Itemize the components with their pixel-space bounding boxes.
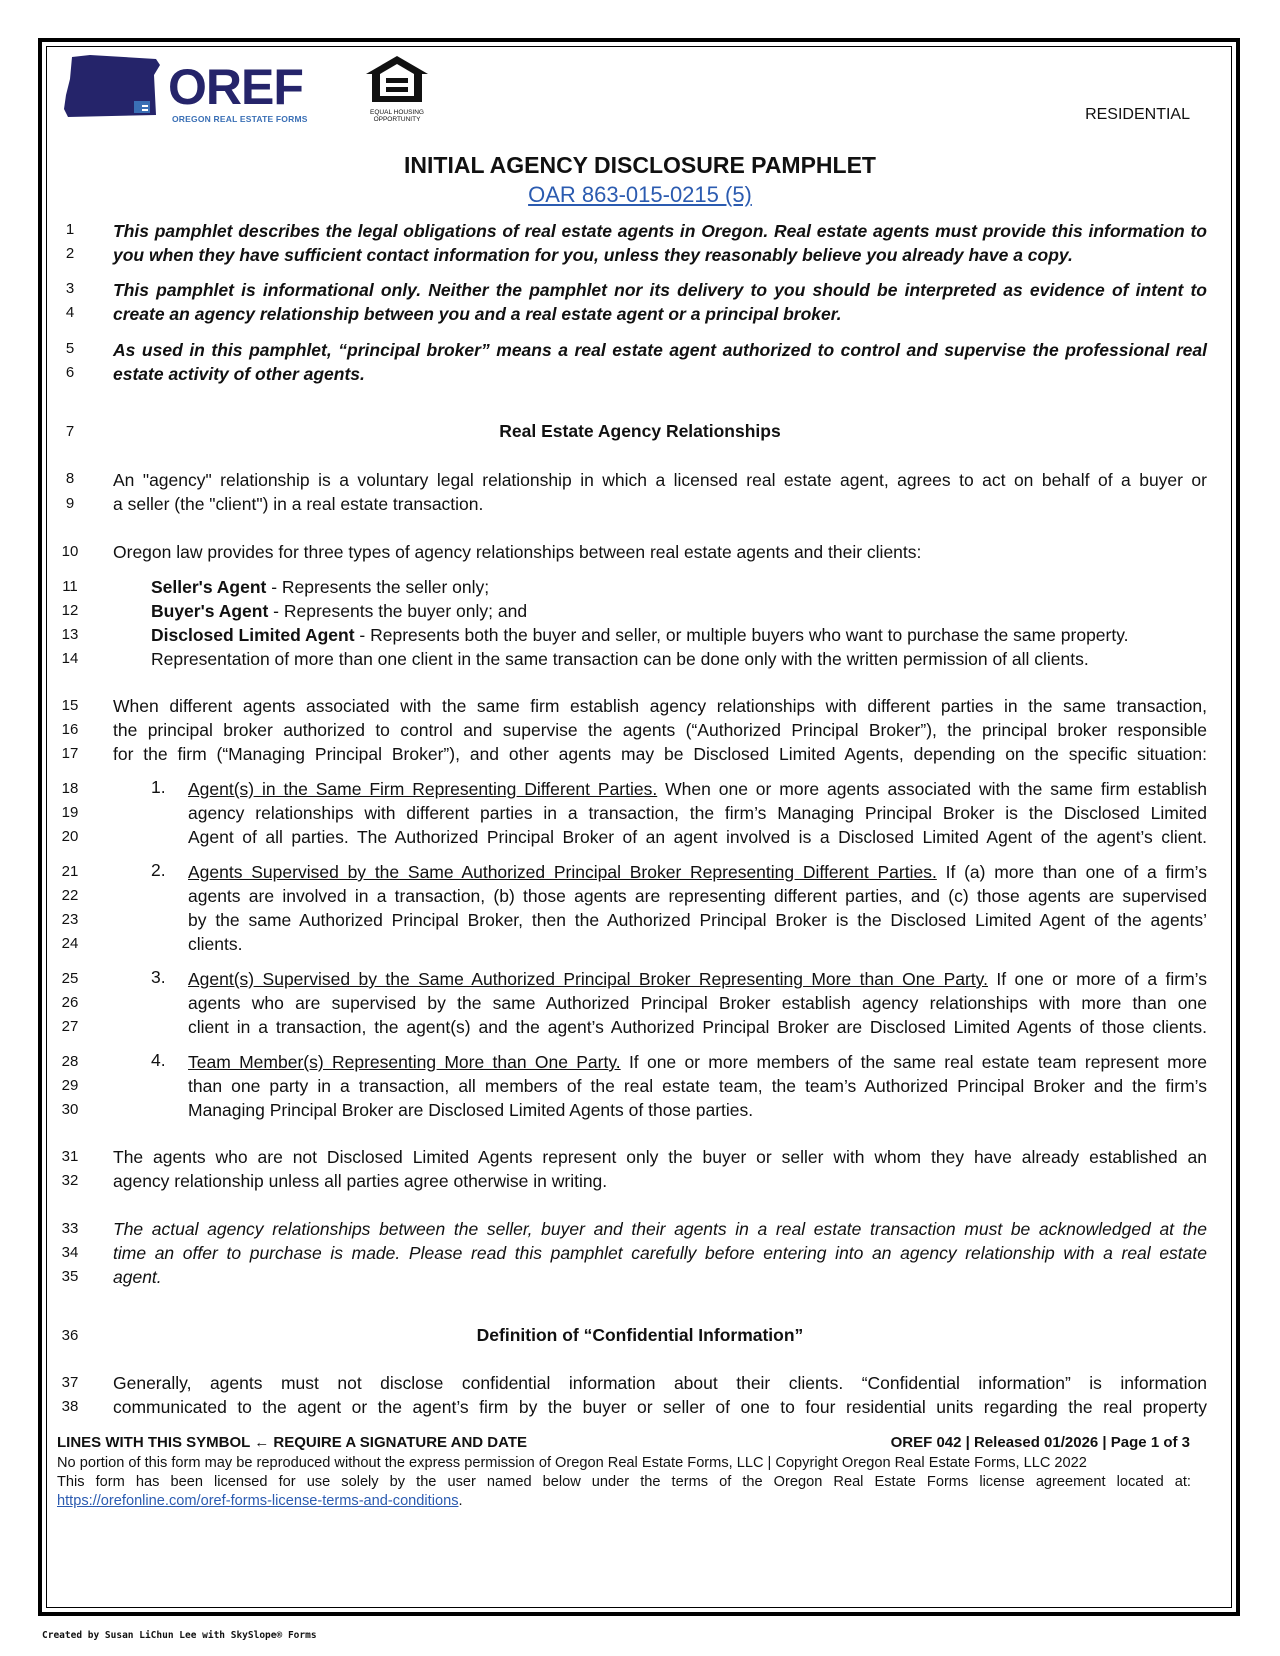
body-line: by the same Authorized Principal Broker, then the Authorized Principal Broker is the Disclosed Limited Agent of the agents’ [188, 910, 1207, 930]
line-number: 6 [65, 364, 75, 381]
symbol-note-left: LINES WITH THIS SYMBOL [57, 1434, 251, 1451]
intro-line: create an agency relationship between you and a real estate agent or a principal broker. [113, 304, 842, 324]
line-number: 38 [61, 1398, 79, 1415]
body-line: Representation of more than one client in the same transaction can be done only with the written permission of all clients. [151, 649, 1089, 669]
agency-type-name: Buyer's Agent [151, 601, 269, 621]
list-item-text: If one or more of a firm’s [987, 969, 1207, 989]
line-number: 18 [61, 780, 79, 797]
license-link-line [57, 1492, 1191, 1511]
line-number: 35 [61, 1268, 79, 1285]
created-by-note: Created by Susan LiChun Lee with SkySlope® Forms [42, 1630, 317, 1641]
agency-type-desc: - Represents the seller only; [266, 577, 490, 597]
body-line: Agent of all parties. The Authorized Principal Broker of an agent involved is a Disclosed Limited Agent of the agent’s client. [188, 827, 1207, 847]
list-item-2 [188, 860, 1207, 885]
list-item-heading: Agent(s) Supervised by the Same Authorized Principal Broker Representing More than One Party. [188, 969, 988, 989]
body-line: Managing Principal Broker are Disclosed Limited Agents of those parties. [188, 1100, 754, 1120]
body-line: agency relationships with different parties in a transaction, the firm’s Managing Principal Broker is the Disclosed Limited [188, 803, 1207, 823]
list-number: 4. [151, 1050, 166, 1070]
section-heading-confidential: Definition of “Confidential Information” [476, 1325, 804, 1345]
copyright-notice: No portion of this form may be reproduced without the express permission of Oregon Real Estate Forms, LLC | Copyright Oregon Real Estate Forms, LLC 2022 [57, 1455, 1087, 1471]
line-number: 12 [61, 602, 79, 619]
intro-line: estate activity of other agents. [113, 364, 365, 384]
line-number: 1 [65, 221, 75, 238]
agency-type-buyer [151, 599, 1207, 624]
agency-type-name: Disclosed Limited Agent [151, 625, 355, 645]
body-line: Generally, agents must not disclose confidential information about their clients. “Confidential information” is information [113, 1373, 1207, 1393]
list-item-1 [188, 777, 1207, 802]
line-number: 17 [61, 745, 79, 762]
line-number: 15 [61, 697, 79, 714]
line-number: 13 [61, 626, 79, 643]
line-number: 28 [61, 1053, 79, 1070]
line-number: 24 [61, 935, 79, 952]
equal-housing-label: EQUAL HOUSING OPPORTUNITY [370, 109, 424, 123]
line-number: 7 [65, 423, 75, 440]
italic-note-line: time an offer to purchase is made. Please read this pamphlet carefully before entering into an agency relationship with a real estate [113, 1243, 1207, 1263]
body-line: Oregon law provides for three types of agency relationships between real estate agents and their clients: [113, 542, 922, 562]
agency-type-name: Seller's Agent [151, 577, 267, 597]
line-number: 4 [65, 304, 75, 321]
list-item-text: When one or more agents associated with the same firm establish [657, 779, 1207, 799]
intro-line: This pamphlet is informational only. Neither the pamphlet nor its delivery to you should be interpreted as evidence of intent to [113, 280, 1207, 300]
body-line: communicated to the agent or the agent’s firm by the buyer or seller of one to four residential units regarding the real property [113, 1397, 1207, 1417]
line-number: 27 [61, 1018, 79, 1035]
page-title: INITIAL AGENCY DISCLOSURE PAMPHLET [404, 152, 876, 178]
line-number: 33 [61, 1220, 79, 1237]
section-heading-agency: Real Estate Agency Relationships [499, 421, 781, 441]
logo-subtitle: OREGON REAL ESTATE FORMS [172, 114, 308, 124]
list-item-text: If one or more members of the same real estate team represent more [620, 1052, 1208, 1072]
logo-wordmark: OREF [168, 59, 303, 115]
agency-type-seller [151, 575, 1207, 600]
line-number: 31 [61, 1148, 79, 1165]
list-item-3 [188, 967, 1207, 992]
oregon-state-logo-icon [64, 55, 164, 121]
equal-housing-logo [364, 54, 430, 123]
list-item-heading: Agents Supervised by the Same Authorized Principal Broker Representing Different Parties. [188, 862, 937, 882]
line-number: 30 [61, 1101, 79, 1118]
line-number: 19 [61, 804, 79, 821]
oar-reference-link[interactable]: OAR 863-015-0215 (5) [528, 182, 752, 207]
line-number: 21 [61, 863, 79, 880]
list-item-text: If (a) more than one of a firm’s [936, 862, 1207, 882]
line-number: 14 [61, 650, 79, 667]
body-line: than one party in a transaction, all members of the real estate team, the team’s Authorized Principal Broker and the firm’s [188, 1076, 1207, 1096]
intro-line: you when they have sufficient contact information for you, unless they reasonably believe you already have a copy. [113, 245, 1073, 265]
body-line: agency relationship unless all parties agree otherwise in writing. [113, 1171, 608, 1191]
body-line: When different agents associated with the same firm establish agency relationships with different parties in the same transaction, [113, 696, 1207, 716]
line-number: 22 [61, 887, 79, 904]
body-line: the principal broker authorized to control and supervise the agents (“Authorized Principal Broker”), the principal broker responsible [113, 720, 1207, 740]
line-number: 32 [61, 1172, 79, 1189]
line-number: 20 [61, 828, 79, 845]
agency-type-disclosed-limited [151, 623, 1207, 648]
line-number: 3 [65, 280, 75, 297]
body-line: clients. [188, 934, 243, 954]
line-number: 2 [65, 245, 75, 262]
line-number: 10 [61, 543, 79, 560]
agency-type-desc: - Represents both the buyer and seller, or multiple buyers who want to purchase the same property. [354, 625, 1129, 645]
line-number: 11 [62, 578, 78, 595]
line-number: 8 [65, 470, 75, 487]
form-info: OREF 042 | Released 01/2026 | Page 1 of 3 [890, 1434, 1190, 1451]
list-item-heading: Team Member(s) Representing More than One Party. [188, 1052, 621, 1072]
body-line: a seller (the "client") in a real estate transaction. [113, 494, 484, 514]
symbol-note-right: REQUIRE A SIGNATURE AND DATE [273, 1434, 528, 1451]
list-number: 3. [151, 967, 166, 987]
intro-line: This pamphlet describes the legal obligations of real estate agents in Oregon. Real estate agents must provide this information to [113, 221, 1207, 241]
body-line: The agents who are not Disclosed Limited Agents represent only the buyer or seller with whom they have already established an [113, 1147, 1207, 1167]
line-number: 34 [61, 1244, 79, 1261]
agency-type-desc: - Represents the buyer only; and [268, 601, 528, 621]
license-terms-link[interactable]: https://orefonline.com/oref-forms-license-terms-and-conditions [57, 1493, 459, 1509]
equal-housing-house-icon [364, 54, 430, 104]
list-number: 1. [151, 777, 166, 797]
line-number: 29 [61, 1077, 79, 1094]
intro-line: As used in this pamphlet, “principal broker” means a real estate agent authorized to control and supervise the professional real [113, 340, 1207, 360]
line-number: 26 [61, 994, 79, 1011]
body-line: An "agency" relationship is a voluntary legal relationship in which a licensed real estate agent, agrees to act on behalf of a buyer or [113, 470, 1207, 490]
body-line: for the firm (“Managing Principal Broker”), and other agents may be Disclosed Limited Agents, depending on the specific situation: [113, 744, 1207, 764]
body-line: client in a transaction, the agent(s) and the agent’s Authorized Principal Broker are Disclosed Limited Agents of those clients. [188, 1017, 1207, 1037]
license-notice: This form has been licensed for use solely by the user named below under the terms of the Oregon Real Estate Forms license agreement located at: [57, 1474, 1191, 1490]
body-line: agents are involved in a transaction, (b) those agents are representing different parties, and (c) those agents are supervised [188, 886, 1207, 906]
line-number: 25 [61, 970, 79, 987]
list-number: 2. [151, 860, 166, 880]
italic-note-line: agent. [113, 1267, 162, 1287]
list-item-4 [188, 1050, 1207, 1075]
form-type-label: RESIDENTIAL [1085, 106, 1190, 123]
line-number: 23 [61, 911, 79, 928]
line-number: 36 [61, 1327, 79, 1344]
italic-note-line: The actual agency relationships between the seller, buyer and their agents in a real estate transaction must be acknowledged at the [113, 1219, 1207, 1239]
list-item-heading: Agent(s) in the Same Firm Representing Different Parties. [188, 779, 658, 799]
left-arrow-icon: ← [254, 1434, 270, 1451]
line-number: 16 [61, 721, 79, 738]
body-line: agents who are supervised by the same Authorized Principal Broker establish agency relationships with more than one [188, 993, 1207, 1013]
line-number: 5 [65, 340, 75, 357]
line-number: 9 [65, 495, 75, 512]
license-link-period: . [458, 1493, 463, 1509]
signature-symbol-note [57, 1434, 527, 1451]
line-number: 37 [61, 1374, 79, 1391]
